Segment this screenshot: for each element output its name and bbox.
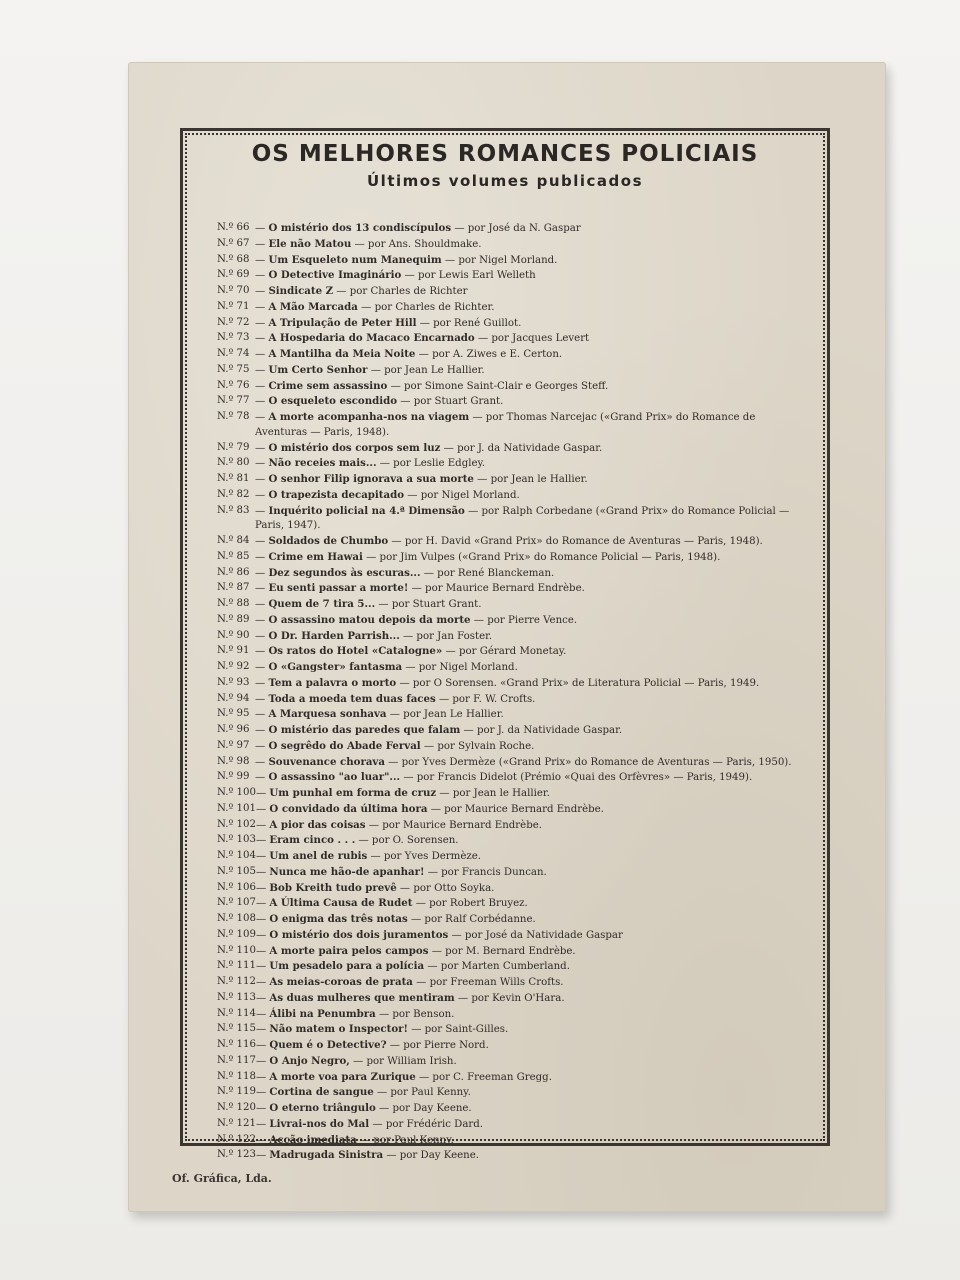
volume-text: — Um Certo Senhor — por Jean Le Hallier. (255, 363, 485, 376)
volume-author: por M. Bernard Endrèbe. (445, 945, 576, 957)
volume-author: por Jean le Hallier. (490, 474, 588, 485)
volume-title: O mistério dos corpos sem luz (268, 441, 441, 454)
volume-entry (217, 912, 801, 928)
volume-title: Quem de 7 tira 5... (268, 598, 376, 610)
volume-title: O trapezista decapitado (268, 488, 405, 501)
volume-entry (217, 1148, 801, 1164)
volume-title: Soldados de Chumbo (268, 535, 389, 547)
volume-number: N.º 82 (217, 488, 250, 500)
volume-entry (217, 1054, 801, 1070)
volume-entry (217, 284, 801, 300)
volume-text: — As meias-coroas de prata — por Freeman Wills Crofts. (255, 976, 564, 988)
volume-title: A morte paira pelos campos (269, 944, 429, 957)
volume-author: por Jan Foster. (416, 630, 493, 642)
volume-title: Eu senti passar a morte! (268, 582, 409, 595)
volume-title: A morte acompanha-nos na viagem (268, 411, 470, 423)
volume-number: N.º 74 (217, 348, 250, 359)
volume-entry (217, 629, 801, 645)
volume-number: N.º 113 (217, 991, 256, 1003)
volume-text: — Um anel de rubis — por Yves Dermèze. (255, 850, 482, 862)
volume-author: por Maurice Bernard Endrèbe. (382, 819, 542, 831)
volume-title: Inquérito policial na 4.ª Dimensão (268, 504, 465, 517)
volume-author: por H. David «Grand Prix» do Romance de Aventuras — Paris, 1948). (404, 536, 763, 547)
volume-title: O mistério das paredes que falam (268, 724, 461, 736)
volume-text: — A morte paira pelos campos — por M. Bernard Endrèbe. (255, 944, 576, 957)
volume-title: Um Esqueleto num Manequim (268, 253, 442, 266)
volume-title: O Detective Imaginário (268, 269, 402, 282)
volume-text: — A Marquesa sonhava — por Jean Le Hallier. (255, 708, 504, 721)
volume-title: Toda a moeda tem duas faces (268, 692, 436, 705)
volume-text: — O Anjo Negro, — por William Irish. (255, 1054, 457, 1067)
volume-title: Acção imediata (269, 1133, 357, 1146)
volume-author: por Benson. (392, 1008, 455, 1020)
volume-entry (217, 1101, 801, 1117)
volume-number: N.º 94 (217, 692, 250, 704)
volume-number: N.º 89 (217, 613, 250, 625)
volume-entry (217, 331, 801, 347)
volume-title: Um punhal em forma de cruz (269, 787, 437, 799)
volume-number: N.º 86 (217, 566, 250, 578)
volume-title: Álibi na Penumbra (269, 1007, 376, 1020)
volume-text: — Tem a palavra o morto — por O Sorensen. «Grand Prix» de Literatura Policial — Paris, 1949. (255, 676, 760, 689)
volume-number: N.º 107 (217, 897, 256, 909)
volume-entry (217, 237, 801, 253)
volume-author: por J. da Natividade Gaspar. (457, 442, 603, 454)
volume-number: N.º 71 (217, 300, 250, 312)
volume-number: N.º 120 (217, 1102, 256, 1113)
volume-author: por Charles de Richter (349, 286, 468, 297)
volume-author: por Pierre Nord. (403, 1040, 489, 1051)
volume-entry (217, 865, 801, 881)
volume-author: por Stuart Grant. (391, 599, 482, 610)
volume-number: N.º 100 (217, 787, 256, 798)
volume-number: N.º 87 (217, 582, 250, 594)
volume-number: N.º 84 (217, 535, 250, 546)
volume-entry (217, 379, 801, 395)
volume-number: N.º 116 (217, 1039, 256, 1050)
volume-entry (217, 504, 801, 535)
volume-entry (217, 692, 801, 708)
volume-number: N.º 75 (217, 363, 250, 375)
volume-author: por Maurice Bernard Endrèbe. (425, 583, 585, 595)
volume-author: por René Guillot. (433, 317, 522, 329)
volume-text: — O senhor Filip ignorava a sua morte — por Jean le Hallier. (255, 473, 588, 485)
volume-title: Não receies mais... (268, 457, 377, 470)
catalog-frame (180, 128, 830, 1162)
volume-entry (217, 896, 801, 912)
volume-text: — A pior das coisas — por Maurice Bernard Endrèbe. (255, 818, 542, 831)
volume-text: — O enigma das três notas — por Ralf Corbédanne. (255, 913, 536, 925)
volume-text: — Inquérito policial na 4.ª Dimensão — por Ralph Corbedane («Grand Prix» do Romance Policial — Paris, 1947). (255, 504, 790, 532)
volume-text: — Bob Kreith tudo prevê — por Otto Soyka. (255, 881, 495, 894)
volume-number: N.º 88 (217, 598, 250, 609)
volume-entry (217, 802, 801, 818)
volume-entry (217, 928, 801, 944)
volume-entry (217, 1007, 801, 1023)
volume-text: — Eu senti passar a morte! — por Maurice Bernard Endrèbe. (255, 582, 585, 595)
volume-text: — Não receies mais... — por Leslie Edgley. (255, 457, 486, 470)
volume-number: N.º 115 (217, 1023, 256, 1035)
volume-author: por Francis Duncan. (441, 866, 547, 878)
volume-author: por C. Freeman Gregg. (432, 1071, 552, 1083)
volume-entry (217, 550, 801, 566)
volume-text: — Crime sem assassino — por Simone Saint-Clair e Georges Steff. (255, 379, 609, 392)
volume-number: N.º 117 (217, 1054, 256, 1066)
volume-author: por Kevin O'Hara. (471, 992, 565, 1004)
volume-list (217, 221, 801, 1164)
volume-author: por Yves Dermèze («Grand Prix» do Romance de Aventuras — Paris, 1950). (401, 756, 792, 768)
volume-text: — Acção imediata — por Paul Kenny. (255, 1133, 454, 1146)
volume-number: N.º 93 (217, 676, 250, 688)
volume-author: por J. da Natividade Gaspar. (476, 725, 623, 736)
volume-number: N.º 112 (217, 976, 256, 987)
volume-title: O eterno triângulo (269, 1102, 376, 1114)
volume-title: A Marquesa sonhava (268, 708, 387, 721)
volume-title: O mistério dos 13 condiscípulos (268, 222, 452, 234)
volume-title: A Mão Marcada (268, 300, 358, 313)
volume-number: N.º 102 (217, 818, 256, 830)
volume-entry (217, 316, 801, 332)
volume-title: Sindicate Z (268, 285, 334, 297)
volume-number: N.º 97 (217, 739, 250, 751)
volume-author: por Jacques Levert (491, 333, 590, 345)
volume-author: por Marten Cumberland. (440, 961, 570, 973)
volume-number: N.º 111 (217, 960, 256, 972)
volume-author: por Day Keene. (392, 1103, 472, 1114)
volume-author: por Thomas Narcejac («Grand Prix» do Romance de Aventuras — Paris, 1948). (255, 412, 756, 438)
volume-text: — O convidado da última hora — por Maurice Bernard Endrèbe. (255, 802, 604, 815)
volume-number: N.º 114 (217, 1007, 256, 1019)
volume-author: por Jean Le Hallier. (384, 364, 485, 376)
volume-entry (217, 534, 801, 550)
volume-text: — O assassino "ao luar"... — por Francis Didelot (Prémio «Quai des Orfèvres» — Paris, 1949). (255, 771, 753, 784)
volume-number: N.º 101 (217, 802, 256, 814)
volume-title: A Hospedaria do Macaco Encarnado (268, 332, 475, 345)
volume-text: — O assassino matou depois da morte — por Pierre Vence. (255, 613, 578, 626)
volume-author: por Yves Dermèze. (383, 851, 482, 862)
volume-text: — O esqueleto escondido — por Stuart Grant. (255, 395, 504, 408)
volume-author: por Nigel Morland. (418, 662, 518, 673)
volume-title: O convidado da última hora (269, 802, 428, 815)
volume-entry (217, 944, 801, 960)
volume-text: — Quem é o Detective? — por Pierre Nord. (255, 1039, 489, 1051)
volume-text: — O Detective Imaginário — por Lewis Earl Welleth (255, 269, 536, 282)
volume-author: por Saint-Gilles. (424, 1024, 509, 1036)
volume-entry (217, 268, 801, 284)
volume-entry (217, 253, 801, 269)
volume-author: por José da Natividade Gaspar (464, 929, 623, 941)
volume-entry (217, 660, 801, 676)
volume-author: por Jean Le Hallier. (403, 709, 504, 721)
volume-author: por Simone Saint-Clair e Georges Steff. (404, 380, 609, 392)
volume-entry (217, 849, 801, 865)
volume-text: — Um punhal em forma de cruz — por Jean le Hallier. (255, 787, 550, 799)
volume-text: — A Mão Marcada — por Charles de Richter. (255, 300, 495, 313)
volume-title: Tem a palavra o morto (268, 676, 397, 689)
volume-author: por Francis Didelot (Prémio «Quai des Orfèvres» — Paris, 1949). (416, 772, 753, 784)
volume-title: Ele não Matou (268, 237, 352, 250)
volume-title: Um pesadelo para a polícia (269, 960, 425, 973)
volume-entry (217, 770, 801, 786)
volume-author: por José da N. Gaspar (467, 223, 581, 234)
volume-number: N.º 78 (217, 411, 250, 422)
volume-title: A Mantilha da Meia Noite (268, 348, 416, 360)
volume-text: — Dez segundos às escuras... — por René Blanckeman. (255, 566, 555, 579)
volume-text: — Os ratos do Hotel «Catalogne» — por Gérard Monetay. (255, 645, 567, 658)
volume-entry (217, 1038, 801, 1054)
volume-author: por Ans. Shouldmake. (367, 238, 482, 250)
volume-author: por A. Ziwes e E. Certon. (432, 349, 563, 360)
volume-number: N.º 91 (217, 645, 250, 657)
volume-text: — Crime em Hawai — por Jim Vulpes («Grand Prix» do Romance Policial — Paris, 1948). (255, 550, 721, 563)
volume-title: O senhor Filip ignorava a sua morte (268, 473, 474, 485)
volume-author: por William Irish. (366, 1055, 457, 1067)
volume-author: por Ralph Corbedane («Grand Prix» do Romance Policial — Paris, 1947). (255, 505, 790, 532)
volume-title: Nunca me hão-de apanhar! (269, 865, 425, 878)
volume-number: N.º 80 (217, 457, 250, 469)
volume-number: N.º 67 (217, 237, 250, 249)
volume-number: N.º 69 (217, 269, 250, 281)
volume-title: Madrugada Sinistra (269, 1149, 384, 1162)
volume-text: — A morte acompanha-nos na viagem — por Thomas Narcejac («Grand Prix» do Romance de Aventuras — Paris, 1948). (255, 411, 756, 438)
volume-title: O «Gangster» fantasma (268, 661, 403, 673)
volume-author: por Pierre Vence. (487, 614, 578, 626)
catalog-subtitle: Últimos volumes publicados (367, 172, 643, 190)
volume-author: por Nigel Morland. (420, 489, 520, 501)
volume-author: por Jean le Hallier. (452, 788, 550, 799)
volume-entry (217, 786, 801, 802)
volume-text: — Cortina de sangue — por Paul Kenny. (255, 1086, 471, 1099)
volume-text: — O mistério dos 13 condiscípulos — por José da N. Gaspar (255, 222, 581, 234)
volume-number: N.º 123 (217, 1149, 256, 1161)
volume-number: N.º 77 (217, 395, 250, 407)
volume-entry (217, 644, 801, 660)
volume-entry (217, 472, 801, 488)
volume-number: N.º 68 (217, 253, 250, 265)
volume-number: N.º 110 (217, 944, 256, 956)
volume-entry (217, 300, 801, 316)
volume-number: N.º 73 (217, 332, 250, 344)
volume-text: — A morte voa para Zurique — por C. Freeman Gregg. (255, 1070, 552, 1083)
volume-title: Bob Kreith tudo prevê (269, 881, 397, 894)
volume-text: — Um Esqueleto num Manequim — por Nigel Morland. (255, 253, 558, 266)
volume-entry (217, 975, 801, 991)
volume-author: por Leslie Edgley. (393, 458, 486, 470)
catalog-header (183, 139, 827, 193)
volume-text: — Eram cinco . . . — por O. Sorensen. (255, 834, 459, 847)
volume-text: — A Mantilha da Meia Noite — por A. Ziwes e E. Certon. (255, 348, 563, 360)
volume-title: Os ratos do Hotel «Catalogne» (268, 645, 443, 658)
volume-text: — A Última Causa de Rudet — por Robert Bruyez. (255, 897, 528, 910)
volume-entry (217, 581, 801, 597)
volume-number: N.º 72 (217, 316, 250, 328)
volume-title: Cortina de sangue (269, 1086, 374, 1099)
volume-title: Um Certo Senhor (268, 363, 368, 376)
volume-title: As duas mulheres que mentiram (269, 991, 455, 1004)
volume-number: N.º 95 (217, 708, 250, 720)
volume-text: — As duas mulheres que mentiram — por Kevin O'Hara. (255, 991, 565, 1004)
volume-entry (217, 881, 801, 897)
volume-entry (217, 488, 801, 504)
volume-title: O assassino "ao luar"... (268, 771, 401, 784)
volume-text: — Sindicate Z — por Charles de Richter (255, 285, 468, 297)
volume-title: Livrai-nos do Mal (269, 1117, 370, 1130)
volume-entry (217, 1133, 801, 1149)
volume-text: — Livrai-nos do Mal — por Frédéric Dard. (255, 1117, 484, 1130)
volume-entry (217, 755, 801, 771)
volume-text: — Madrugada Sinistra — por Day Keene. (255, 1149, 480, 1162)
volume-title: O segrêdo do Abade Ferval (268, 739, 421, 752)
volume-number: N.º 119 (217, 1086, 256, 1098)
volume-title: Crime em Hawai (268, 550, 363, 563)
volume-entry (217, 410, 801, 441)
volume-text: — A Hospedaria do Macaco Encarnado — por Jacques Levert (255, 332, 590, 345)
volume-text: — Ele não Matou — por Ans. Shouldmake. (255, 237, 482, 250)
volume-entry (217, 363, 801, 379)
volume-title: A pior das coisas (269, 818, 366, 831)
volume-title: O enigma das três notas (269, 913, 408, 925)
volume-author: por Gérard Monetay. (458, 646, 567, 658)
volume-text: — O mistério dos dois juramentos — por José da Natividade Gaspar (255, 928, 623, 941)
volume-author: por Paul Kenny. (373, 1134, 454, 1146)
volume-number: N.º 121 (217, 1117, 256, 1129)
volume-title: Quem é o Detective? (269, 1039, 387, 1051)
volume-author: por Jim Vulpes («Grand Prix» do Romance Policial — Paris, 1948). (379, 551, 721, 563)
volume-text: — O mistério das paredes que falam — por J. da Natividade Gaspar. (255, 724, 623, 736)
volume-number: N.º 105 (217, 865, 256, 877)
volume-author: por Sylvain Roche. (437, 740, 535, 752)
volume-entry (217, 707, 801, 723)
volume-number: N.º 66 (217, 222, 250, 233)
volume-entry (217, 456, 801, 472)
volume-author: por Nigel Morland. (458, 254, 558, 266)
volume-entry (217, 833, 801, 849)
volume-text: — Soldados de Chumbo — por H. David «Grand Prix» do Romance de Aventuras — Paris, 1948). (255, 535, 763, 547)
volume-entry (217, 1022, 801, 1038)
volume-text: — Nunca me hão-de apanhar! — por Francis Duncan. (255, 865, 547, 878)
volume-number: N.º 98 (217, 755, 250, 767)
volume-entry (217, 1085, 801, 1101)
volume-entry (217, 347, 801, 363)
volume-number: N.º 90 (217, 629, 250, 641)
volume-author: por O. Sorensen. (371, 835, 459, 847)
volume-entry (217, 818, 801, 834)
volume-title: Crime sem assassino (268, 379, 388, 392)
volume-number: N.º 109 (217, 928, 256, 940)
volume-text: — Quem de 7 tira 5... — por Stuart Grant. (255, 598, 482, 610)
volume-author: por Stuart Grant. (413, 396, 504, 408)
volume-author: por Robert Bruyez. (429, 898, 528, 910)
volume-number: N.º 96 (217, 724, 250, 735)
volume-number: N.º 70 (217, 285, 250, 296)
volume-author: por Ralf Corbédanne. (424, 914, 536, 925)
volume-title: A Tripulação de Peter Hill (268, 316, 417, 329)
volume-text: — O mistério dos corpos sem luz — por J. da Natividade Gaspar. (255, 441, 603, 454)
volume-author: por Freeman Wills Crofts. (429, 977, 564, 988)
volume-title: Dez segundos às escuras... (268, 566, 421, 579)
volume-entry (217, 441, 801, 457)
volume-text: — O eterno triângulo — por Day Keene. (255, 1102, 472, 1114)
volume-author: por René Blanckeman. (437, 567, 555, 579)
volume-entry (217, 991, 801, 1007)
volume-number: N.º 79 (217, 441, 250, 453)
volume-number: N.º 81 (217, 473, 250, 484)
volume-author: por Maurice Bernard Endrèbe. (444, 803, 604, 815)
volume-text: — Um pesadelo para a polícia — por Marten Cumberland. (255, 960, 570, 973)
volume-text: — A Tripulação de Peter Hill — por René Guillot. (255, 316, 522, 329)
volume-text: — O segrêdo do Abade Ferval — por Sylvain Roche. (255, 739, 535, 752)
volume-number: N.º 99 (217, 771, 250, 783)
volume-author: por F. W. Crofts. (452, 693, 536, 705)
volume-author: por Lewis Earl Welleth (417, 270, 536, 282)
volume-number: N.º 104 (217, 850, 256, 861)
volume-entry (217, 723, 801, 739)
volume-author: por Charles de Richter. (374, 301, 495, 313)
volume-title: Souvenance chorava (268, 755, 385, 768)
volume-entry (217, 739, 801, 755)
volume-title: A morte voa para Zurique (269, 1070, 416, 1083)
volume-entry (217, 394, 801, 410)
volume-title: O esqueleto escondido (268, 395, 398, 408)
volume-entry (217, 959, 801, 975)
volume-author: por Day Keene. (399, 1150, 480, 1162)
volume-entry (217, 613, 801, 629)
volume-author: por O Sorensen. «Grand Prix» de Literatura Policial — Paris, 1949. (412, 677, 760, 689)
volume-number: N.º 118 (217, 1070, 256, 1082)
volume-text: — Toda a moeda tem duas faces — por F. W. Crofts. (255, 692, 536, 705)
volume-text: — Não matem o Inspector! — por Saint-Gilles. (255, 1023, 509, 1036)
printer-imprint: Of. Gráfica, Lda. (172, 1172, 272, 1185)
volume-number: N.º 108 (217, 913, 256, 924)
volume-title: O assassino matou depois da morte (268, 613, 471, 626)
volume-number: N.º 103 (217, 834, 256, 846)
volume-entry (217, 597, 801, 613)
volume-author: por Otto Soyka. (413, 882, 495, 894)
catalog-title: OS MELHORES ROMANCES POLICIAIS (251, 141, 759, 167)
volume-entry (217, 566, 801, 582)
volume-text: — O Dr. Harden Parrish... — por Jan Foster. (255, 629, 493, 642)
volume-number: N.º 85 (217, 550, 250, 562)
volume-number: N.º 106 (217, 881, 256, 893)
volume-title: O Dr. Harden Parrish... (268, 629, 400, 642)
volume-entry (217, 676, 801, 692)
volume-title: O mistério dos dois juramentos (269, 928, 449, 941)
volume-entry (217, 221, 801, 237)
volume-title: A Última Causa de Rudet (269, 897, 413, 910)
volume-title: As meias-coroas de prata (269, 976, 413, 988)
volume-text: — Souvenance chorava — por Yves Dermèze («Grand Prix» do Romance de Aventuras — Paris, 1950). (255, 755, 792, 768)
volume-author: por Paul Kenny. (390, 1087, 471, 1099)
volume-title: O Anjo Negro, (269, 1054, 350, 1067)
volume-number: N.º 92 (217, 661, 250, 672)
volume-author: por Frédéric Dard. (385, 1118, 484, 1130)
volume-entry (217, 1117, 801, 1133)
volume-title: Um anel de rubis (269, 850, 368, 862)
volume-text: — O «Gangster» fantasma — por Nigel Morland. (255, 661, 518, 673)
book-back-cover (128, 62, 886, 1212)
volume-number: N.º 76 (217, 379, 250, 391)
volume-text: — Álibi na Penumbra — por Benson. (255, 1007, 455, 1020)
volume-text: — O trapezista decapitado — por Nigel Morland. (255, 488, 520, 501)
volume-number: N.º 122 (217, 1133, 256, 1145)
volume-title: Eram cinco . . . (269, 834, 356, 847)
volume-entry (217, 1070, 801, 1086)
volume-number: N.º 83 (217, 504, 250, 516)
volume-title: Não matem o Inspector! (269, 1023, 408, 1036)
